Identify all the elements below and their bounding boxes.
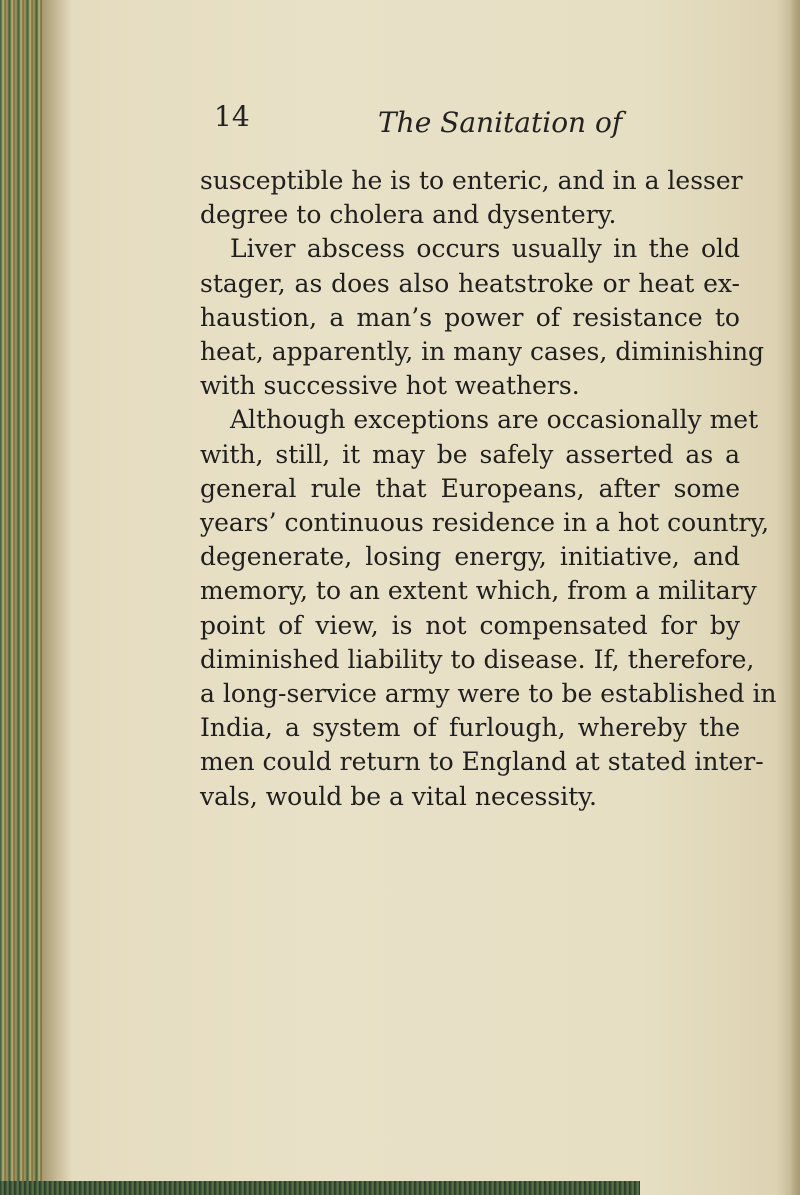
body-text [200,164,777,814]
page-right-edge [790,0,800,1195]
book-binding-edge [0,0,42,1195]
text-line: a long-service army were to be established in [200,679,777,709]
text-line: memory, to an extent which, from a military [200,576,757,606]
text-line: point of view, is not compensated for by [200,610,740,640]
page-header [214,100,623,150]
text-line: India, a system of furlough, whereby the [200,713,740,743]
text-line: general rule that Europeans, after some [200,473,740,503]
text-line: degenerate, losing energy, initiative, and [200,542,740,572]
text-line: diminished liability to disease. If, therefore, [200,644,755,674]
page-number: 14 [214,100,250,133]
text-line: haustion, a man’s power of resistance to [200,302,740,332]
text-line: men could return to England at stated inter- [200,747,764,777]
text-line: with, still, it may be safely asserted as a [200,439,740,469]
text-line: Liver abscess occurs usually in the old [230,234,740,264]
text-line: years’ continuous residence in a hot country, [200,508,770,538]
text-line: vals, would be a vital necessity. [200,781,597,811]
book-bottom-edge [0,1181,640,1195]
gutter-shadow [42,0,72,1195]
text-line: with successive hot weathers. [200,371,580,401]
text-line: degree to cholera and dysentery. [200,200,617,230]
text-line: stager, as does also heatstroke or heat ex- [200,268,740,298]
text-line: heat, apparently, in many cases, diminishing [200,337,765,367]
running-title: The Sanitation of [378,106,623,139]
text-line: Although exceptions are occasionally met [230,405,759,435]
text-line: susceptible he is to enteric, and in a lesser [200,166,743,195]
